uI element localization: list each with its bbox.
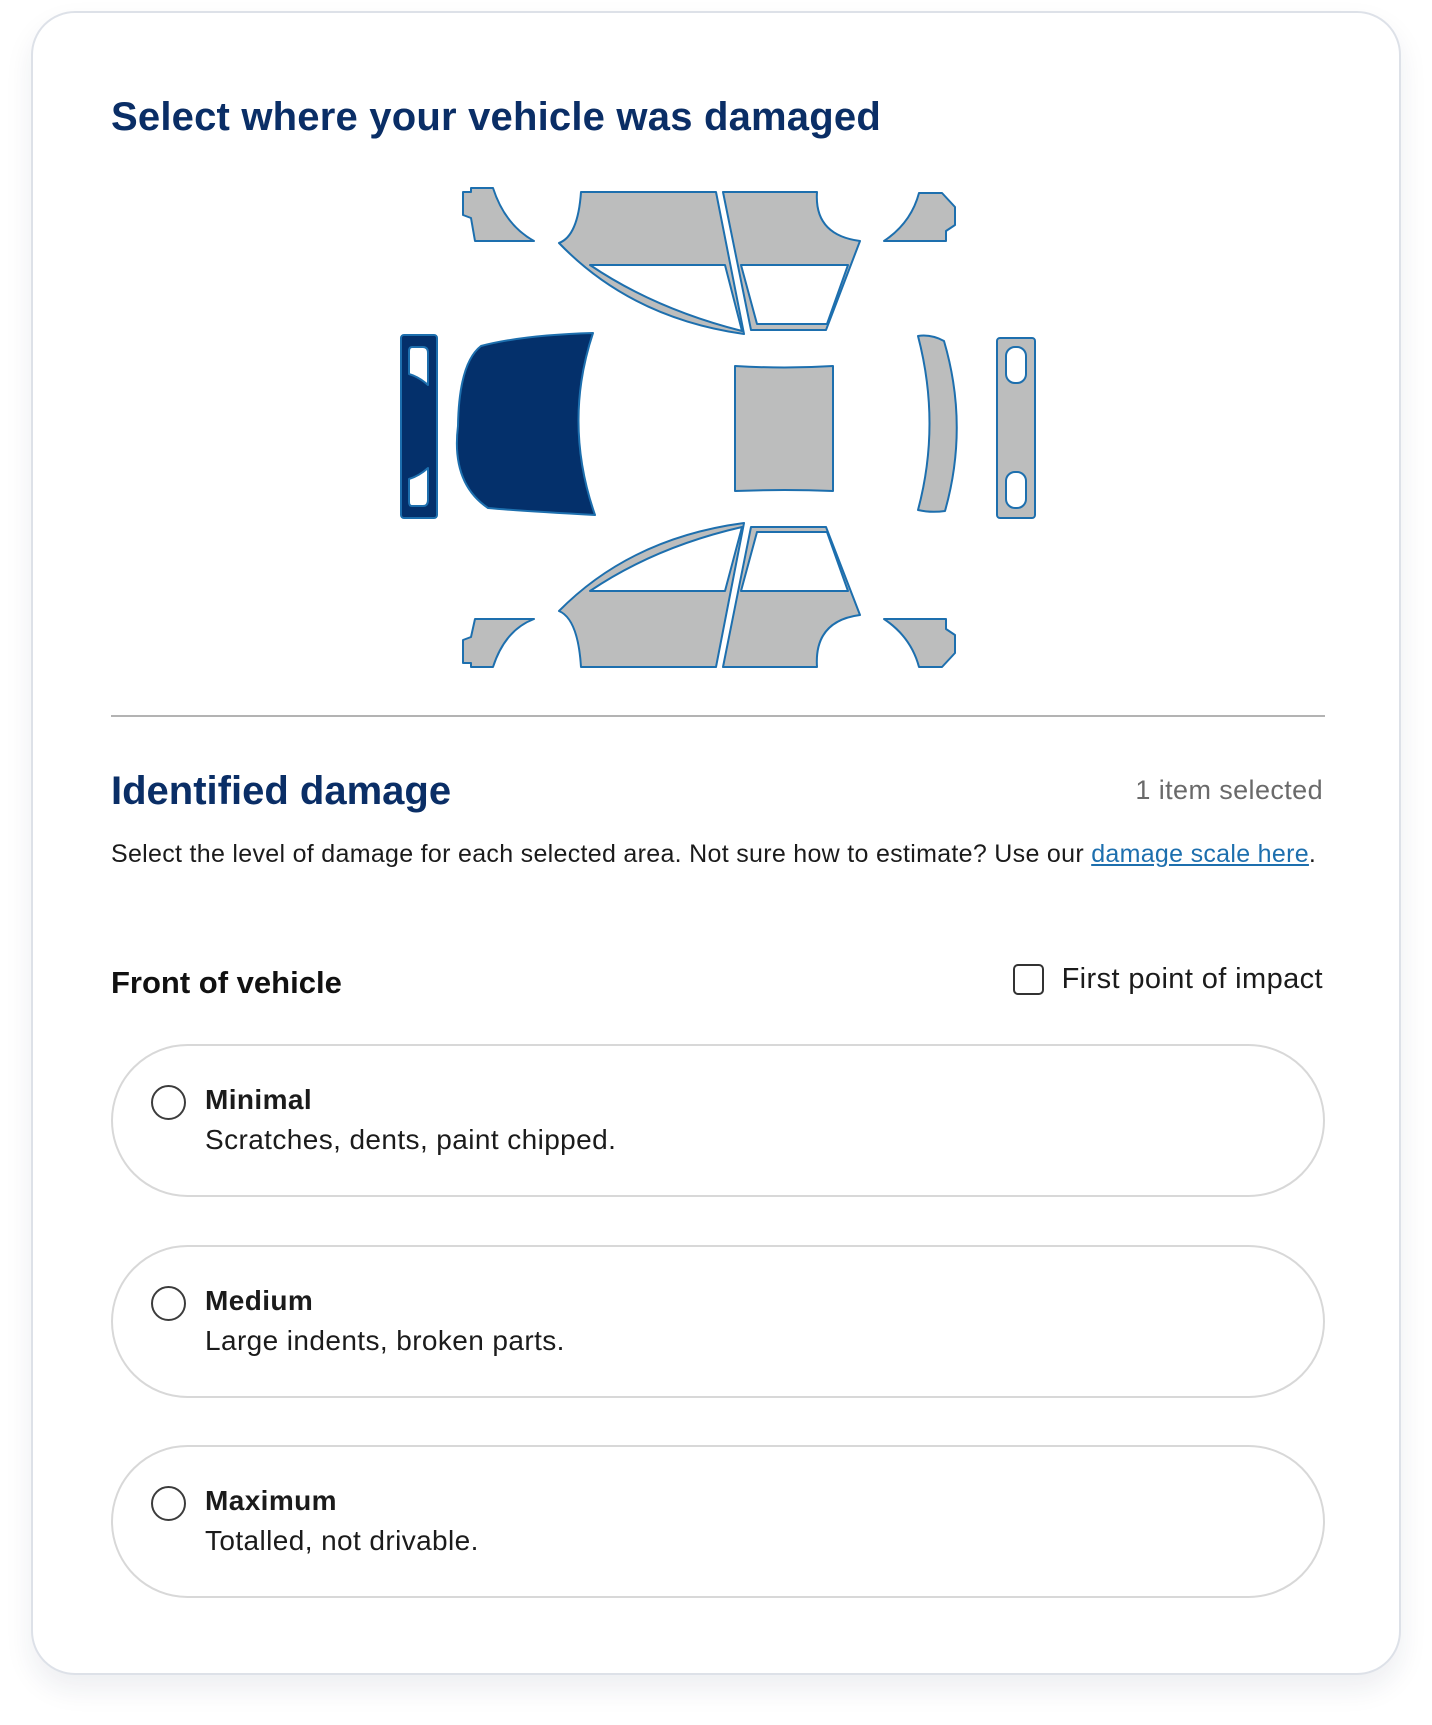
first-point-of-impact[interactable] bbox=[1013, 963, 1323, 996]
panel-rear-left-quarter[interactable] bbox=[884, 193, 955, 241]
window-front-right bbox=[590, 527, 742, 591]
option-description: Scratches, dents, paint chipped. bbox=[205, 1124, 617, 1155]
damage-option-maximum[interactable] bbox=[111, 1445, 1325, 1598]
section-divider bbox=[111, 715, 1325, 717]
damage-instructions bbox=[111, 836, 1327, 872]
option-description: Large indents, broken parts. bbox=[205, 1325, 565, 1356]
panel-front-left-fender[interactable] bbox=[463, 188, 534, 241]
rear-bumper-light-top bbox=[1006, 347, 1026, 383]
first-impact-label: First point of impact bbox=[1061, 963, 1323, 995]
damage-option-medium[interactable] bbox=[111, 1245, 1325, 1398]
identified-damage-title: Identified damage bbox=[111, 769, 452, 813]
damage-scale-link[interactable]: damage scale here bbox=[1091, 840, 1309, 868]
radio-minimal[interactable] bbox=[151, 1085, 186, 1120]
page-title: Select where your vehicle was damaged bbox=[111, 95, 881, 139]
damage-option-minimal[interactable] bbox=[111, 1044, 1325, 1197]
panel-trunk[interactable] bbox=[918, 336, 957, 512]
panel-rear-right-quarter[interactable] bbox=[884, 619, 955, 667]
area-title: Front of vehicle bbox=[111, 965, 342, 1000]
option-title: Medium bbox=[205, 1285, 314, 1316]
first-impact-checkbox[interactable] bbox=[1013, 964, 1044, 995]
selected-count: 1 item selected bbox=[1135, 775, 1323, 805]
option-description: Totalled, not drivable. bbox=[205, 1525, 479, 1556]
rear-bumper-light-bottom bbox=[1006, 472, 1026, 508]
panel-front-hood[interactable] bbox=[457, 333, 595, 515]
window-front-left bbox=[590, 265, 742, 331]
instructions-text: Select the level of damage for each selected area. Not sure how to estimate? Use our bbox=[111, 840, 1092, 868]
damage-card bbox=[31, 11, 1401, 1675]
option-title: Maximum bbox=[205, 1485, 337, 1516]
radio-maximum[interactable] bbox=[151, 1486, 186, 1521]
option-title: Minimal bbox=[205, 1084, 313, 1115]
panel-roof[interactable] bbox=[735, 366, 833, 491]
instructions-end: . bbox=[1308, 840, 1317, 868]
radio-medium[interactable] bbox=[151, 1286, 186, 1321]
vehicle-damage-diagram bbox=[33, 13, 1403, 713]
panel-front-right-fender[interactable] bbox=[463, 619, 534, 667]
